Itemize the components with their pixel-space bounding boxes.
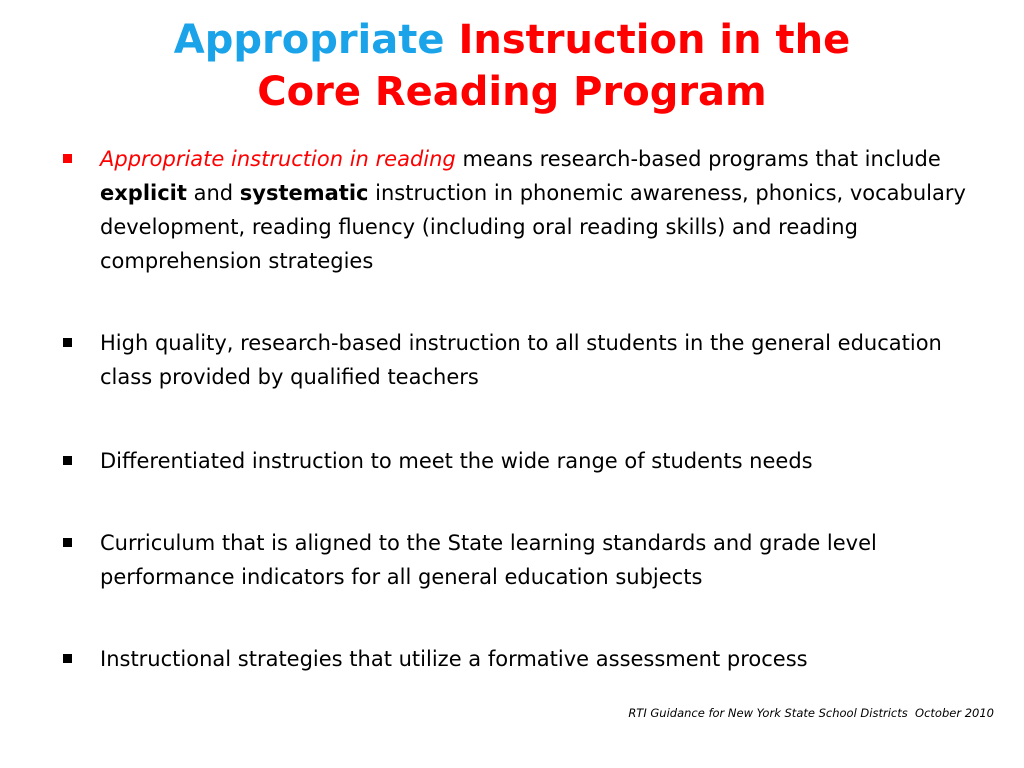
- bullet-text: means research-based programs that include: [455, 147, 941, 171]
- title-part-appropriate: Appropriate: [173, 17, 445, 63]
- title-line-core-reading: Core Reading Program: [257, 69, 767, 115]
- square-bullet-icon: [63, 538, 72, 547]
- bullet-item-curriculum: [62, 526, 1000, 594]
- bullet-item-strategies: [62, 642, 1000, 676]
- bullet-bold-systematic: systematic: [239, 181, 369, 205]
- bullet-text: and: [186, 181, 240, 205]
- bullet-item-definition: [62, 142, 1000, 278]
- square-bullet-icon: [63, 654, 72, 663]
- square-bullet-icon: [63, 456, 72, 465]
- bullet-item-high-quality: [62, 326, 1000, 394]
- slide-title: [0, 14, 1024, 118]
- square-bullet-icon: [63, 338, 72, 347]
- bullet-text: High quality, research-based instruction to all students in the general education class provided by qualified teachers: [100, 331, 942, 389]
- bullet-text: Curriculum that is aligned to the State learning standards and grade level performance indicators for all general education subjects: [100, 531, 877, 589]
- bullet-bold-explicit: explicit: [100, 181, 187, 205]
- title-part-instruction: Instruction in the: [458, 17, 851, 63]
- bullet-text: Differentiated instruction to meet the wide range of students needs: [100, 449, 813, 473]
- bullet-text: Instructional strategies that utilize a formative assessment process: [100, 647, 808, 671]
- bullet-item-differentiated: [62, 444, 1000, 478]
- source-citation: RTI Guidance for New York State School Districts October 2010: [628, 706, 994, 720]
- bullet-lead-italic: Appropriate instruction in reading: [100, 147, 456, 171]
- square-bullet-icon: [63, 154, 72, 163]
- bullet-text: instruction in phonemic awareness, phonics, vocabulary development, reading fluency (including oral reading skills) and reading comprehension strategies: [100, 181, 966, 273]
